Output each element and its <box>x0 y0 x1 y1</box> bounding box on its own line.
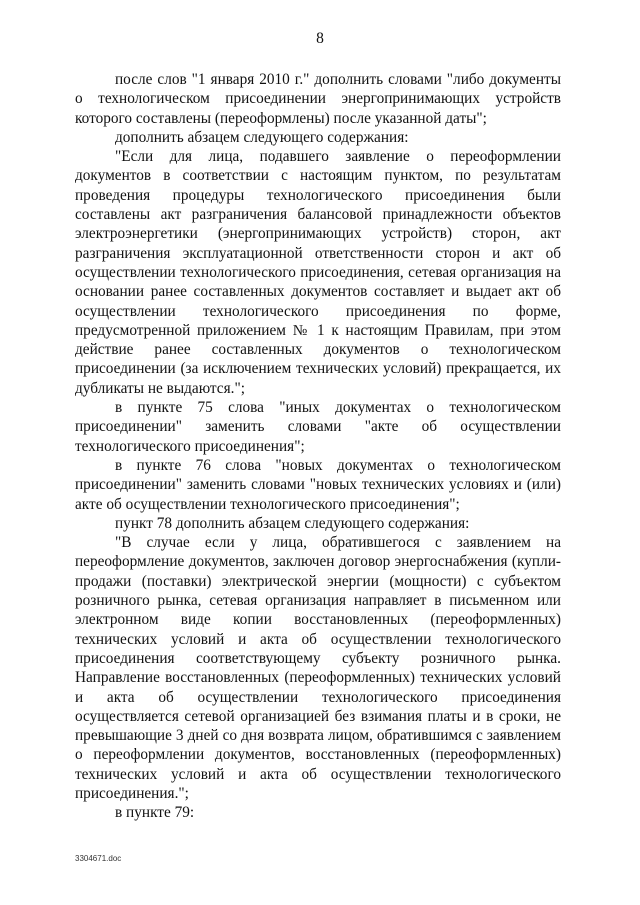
page-number: 8 <box>316 30 324 47</box>
paragraph: "В случае если у лица, обратившегося с заявлением на переоформление документов, заключен договор энергоснабжения (купли-продажи (поставки) электрической энергии (мощности) с субъектом розничного рынка, сетевая организация направляет в письменном или электронном виде копии восстановленных (переоформленных) технических условий и акта об осуществлении технологического присоединения соответствующему субъекту розничного рынка. Направление восстановленных (переоформленных) технических условий и акта об осуществлении технологического присоединения осуществляется сетевой организацией без взимания платы и в сроки, не превышающие 3 дней со дня возврата лицом, обратившимся с заявлением о переоформлении документов, восстановленных (переоформленных) технических условий и акта об осуществлении технологического присоединения."; <box>75 534 561 802</box>
paragraph: после слов "1 января 2010 г." дополнить словами "либо документы о технологическом присоединении энергопринимающих устройств которого составлены (переоформлены) после указанной даты"; <box>75 71 561 127</box>
paragraph: в пункте 75 слова "иных документах о технологическом присоединении" заменить словами "акте об осуществлении технологического присоединения"; <box>75 399 561 455</box>
paragraph: в пункте 76 слова "новых документах о технологическом присоединении" заменить словами "новых технических условиях и (или) акте об осуществлении технологического присоединения"; <box>75 456 561 513</box>
paragraph: пункт 78 дополнить абзацем следующего содержания: <box>115 514 470 532</box>
paragraph: дополнить абзацем следующего содержания: <box>115 128 409 146</box>
paragraph: в пункте 79: <box>115 804 195 822</box>
paragraph: "Если для лица, подавшего заявление о переоформлении документов в соответствии с настоящим пунктом, по результатам проведения процедуры технологического присоединения были составлены акт разграничения балансовой принадлежности объектов электроэнергетики (энергопринимающих устройств) сторон, акт разграничения эксплуатационной ответственности сторон и акт об осуществлении технологического присоединения, сетевая организация на основании ранее составленных документов составляет и выдает акт об осуществлении технологического присоединения по форме, предусмотренной приложением № 1 к настоящим Правилам, при этом действие ранее составленных документов о технологическом присоединении (за исключением технических условий) прекращается, их дубликаты не выдаются."; <box>75 148 561 397</box>
file-reference: 3304671.doc <box>75 854 122 863</box>
document-body <box>75 70 561 823</box>
